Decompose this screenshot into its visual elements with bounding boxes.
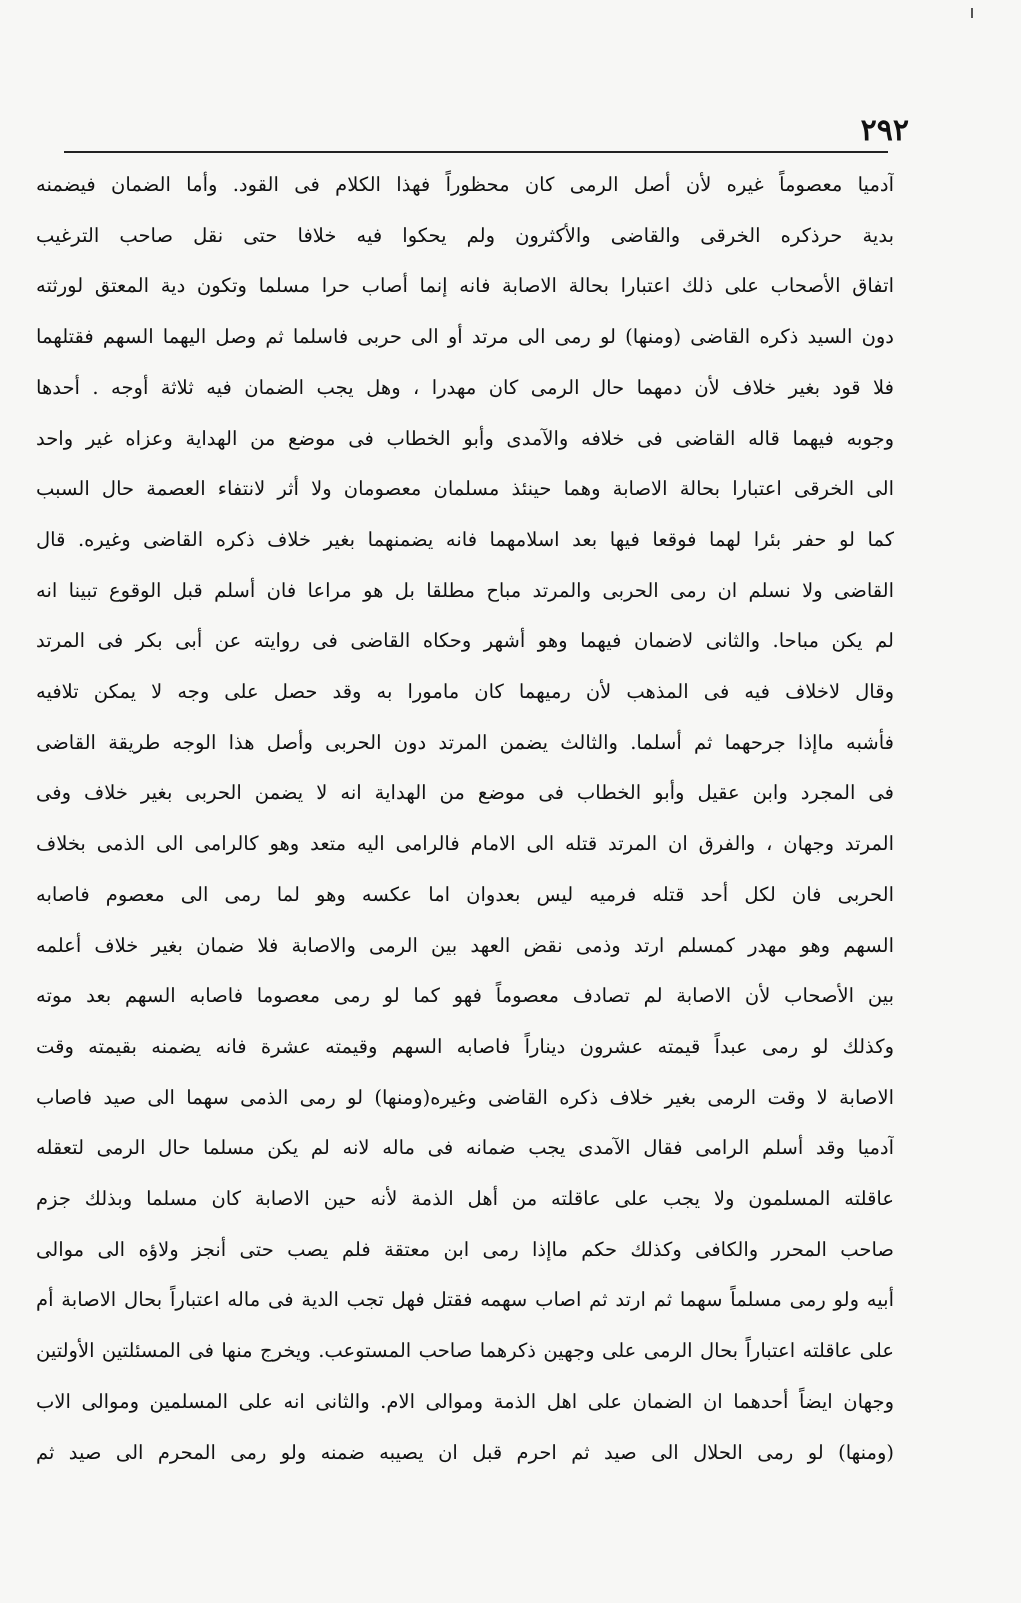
text-line: أبيه ولو رمى مسلماً سهما ثم ارتد ثم اصاب سهمه فقتل فهل تجب الدية فى ماله اعتباراً بحال الاصابة أم [36,1288,894,1312]
text-line: لم يكن مباحا. والثانى لاضمان فيهما وهو أشهر وحكاه القاضى فى روايته عن أبى بكر فى المرتد [36,629,894,653]
text-line: اتفاق الأصحاب على ذلك اعتبارا بحالة الاصابة فانه إنما أصاب حرا مسلما وتكون دية المعتق لورثته [36,274,894,298]
text-line: (ومنها) لو رمى الحلال الى صيد ثم احرم قبل ان يصيبه ضمنه ولو رمى المحرم الى صيد ثم [36,1440,894,1464]
text-line: وكذلك لو رمى عبداً قيمته عشرون ديناراً فاصابه السهم وقيمته عشرة فانه يضمنه بقيمته وقت [36,1034,894,1058]
text-line: آدميا وقد أسلم الرامى فقال الآمدى يجب ضمانه فى ماله لانه لم يكن مسلما حال الرمى لتعقله [36,1136,894,1160]
text-line: الحربى فان لكل أحد قتله فرميه ليس بعدوان اما عكسه وهو لما رمى الى معصوم فاصابه [36,882,894,906]
text-line: فلا قود بغير خلاف لأن دمهما حال الرمى كان مهدرا ، وهل يجب الضمان فيه ثلاثة أوجه . أحدها [36,375,894,399]
header-rule [64,151,888,153]
text-line: المرتد وجهان ، والفرق ان المرتد قتله الى الامام فالرامى اليه متعد وهو كالرامى الى الذمى بخلاف [36,832,894,856]
text-line: كما لو حفر بئرا لهما فوقعا فيها بعد اسلامهما فانه يضمنهما بغير خلاف ذكره القاضى وغيره. قال [36,527,894,551]
text-line: السهم وهو مهدر كمسلم ارتد وذمى نقض العهد بين الرمى والاصابة فلا ضمان بغير خلاف أعلمه [36,933,894,957]
text-line: فى المجرد وابن عقيل وأبو الخطاب فى موضع من الهداية انه لا يضمن الحربى بغير خلاف وفى [36,781,894,805]
text-line: القاضى ولا نسلم ان رمى الحربى والمرتد مباح مطلقا بل هو مراعا فان أسلم قبل الوقوع تبينا انه [36,578,894,602]
text-line: بدية حرذكره الخرقى والقاضى والأكثرون ولم يحكوا فيه خلافا حتى نقل صاحب الترغيب [36,223,894,247]
text-line: عاقلته المسلمون ولا يجب على عاقلته من أهل الذمة لأنه حين الاصابة كان مسلما وبذلك جزم [36,1187,894,1211]
page-number: ٢٩٢ [860,113,909,148]
body-text [36,160,894,1478]
text-line: الى الخرقى اعتبارا بحالة الاصابة وهما حينئذ مسلمان معصومان ولا أثر لانتفاء العصمة حال السبب [36,477,894,501]
text-line: آدميا معصوماً غيره لأن أصل الرمى كان محظوراً فهذا الكلام فى القود. وأما الضمان فيضمنه [36,173,894,196]
text-line: وقال لاخلاف فيه فى المذهب لأن رميهما كان مامورا به وقد حصل على وجه لا يمكن تلافيه [36,680,894,704]
text-line: وجهان ايضاً أحدهما ان الضمان على اهل الذمة وموالى الام. والثانى انه على المسلمين وموالى الاب [36,1389,894,1413]
margin-mark [971,8,973,18]
text-line: الاصابة لا وقت الرمى بغير خلاف ذكره القاضى وغيره(ومنها) لو رمى الذمى سهما الى صيد فاصاب [36,1085,894,1109]
text-line: وجوبه فيهما قاله القاضى فى خلافه والآمدى وأبو الخطاب فى موضع من الهداية وعزاه غير واحد [36,426,894,450]
text-line: على عاقلته اعتباراً بحال الرمى على وجهين ذكرهما صاحب المستوعب. ويخرج منها فى المسئلتين الأولتين [36,1339,894,1363]
text-line: بين الأصحاب لأن الاصابة لم تصادف معصوماً فهو كما لو رمى معصوما فاصابه السهم بعد موته [36,984,894,1008]
text-line: دون السيد ذكره القاضى (ومنها) لو رمى الى مرتد أو الى حربى فاسلما ثم وصل اليهما السهم فقتلهما [36,325,894,349]
text-line: فأشبه ماإذا جرحهما ثم أسلما. والثالث يضمن المرتد دون الحربى وأصل هذا الوجه طريقة القاضى [36,730,894,754]
text-line: صاحب المحرر والكافى وكذلك حكم ماإذا رمى ابن معتقة فلم يصب حتى أنجز ولاؤه الى موالى [36,1237,894,1261]
